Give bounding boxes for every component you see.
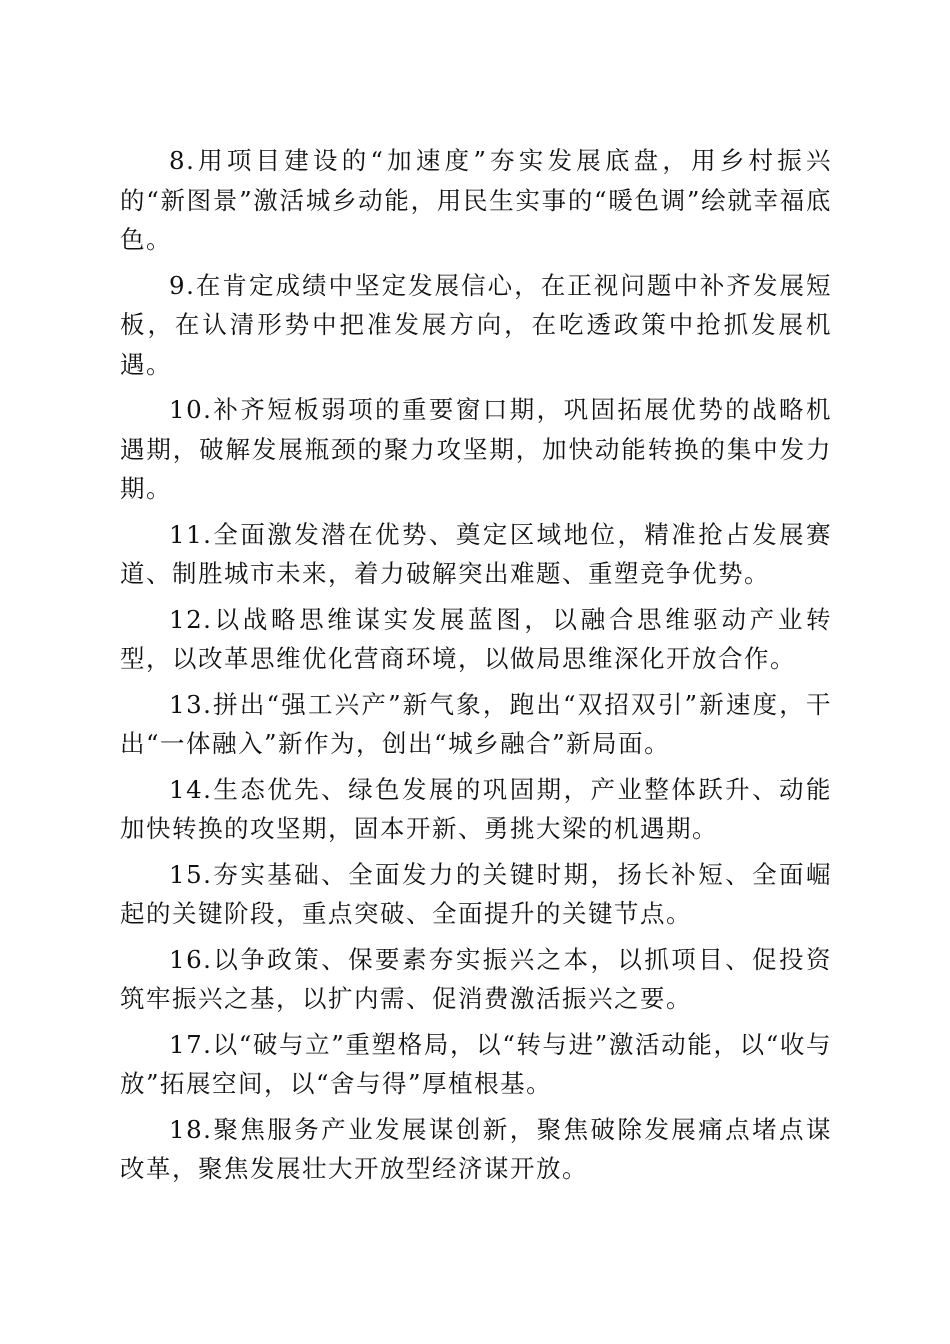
- paragraph-12: 12.以战略思维谋实发展蓝图，以融合思维驱动产业转型，以改革思维优化营商环境，以做局思维深化开放合作。: [120, 604, 832, 673]
- paragraph-16: 16.以争政策、保要素夯实振兴之本，以抓项目、促投资筑牢振兴之基，以扩内需、促消费激活振兴之要。: [120, 944, 832, 1013]
- paragraph-15: 15.夯实基础、全面发力的关键时期，扬长补短、全面崛起的关键阶段，重点突破、全面提升的关键节点。: [120, 859, 832, 928]
- paragraph-8: 8.用项目建设的“加速度”夯实发展底盘，用乡村振兴的“新图景”激活城乡动能，用民生实事的“暖色调”绘就幸福底色。: [120, 146, 832, 254]
- paragraph-13: 13.拼出“强工兴产”新气象，跑出“双招双引”新速度，干出“一体融入”新作为，创出“城乡融合”新局面。: [120, 689, 832, 758]
- paragraph-18: 18.聚焦服务产业发展谋创新，聚焦破除发展痛点堵点谋改革，聚焦发展壮大开放型经济谋开放。: [120, 1114, 832, 1183]
- paragraph-10: 10.补齐短板弱项的重要窗口期，巩固拓展优势的战略机遇期，破解发展瓶颈的聚力攻坚期，加快动能转换的集中发力期。: [120, 395, 832, 503]
- paragraph-17: 17.以“破与立”重塑格局，以“转与进”激活动能，以“收与放”拓展空间，以“舍与得”厚植根基。: [120, 1029, 832, 1098]
- document-body: [120, 141, 832, 1195]
- paragraph-11: 11.全面激发潜在优势、奠定区域地位，精准抢占发展赛道、制胜城市未来，着力破解突出难题、重塑竞争优势。: [120, 519, 832, 588]
- paragraph-14: 14.生态优先、绿色发展的巩固期，产业整体跃升、动能加快转换的攻坚期，固本开新、勇挑大梁的机遇期。: [120, 774, 832, 843]
- paragraph-9: 9.在肯定成绩中坚定发展信心，在正视问题中补齐发展短板，在认清形势中把准发展方向，在吃透政策中抢抓发展机遇。: [120, 270, 832, 379]
